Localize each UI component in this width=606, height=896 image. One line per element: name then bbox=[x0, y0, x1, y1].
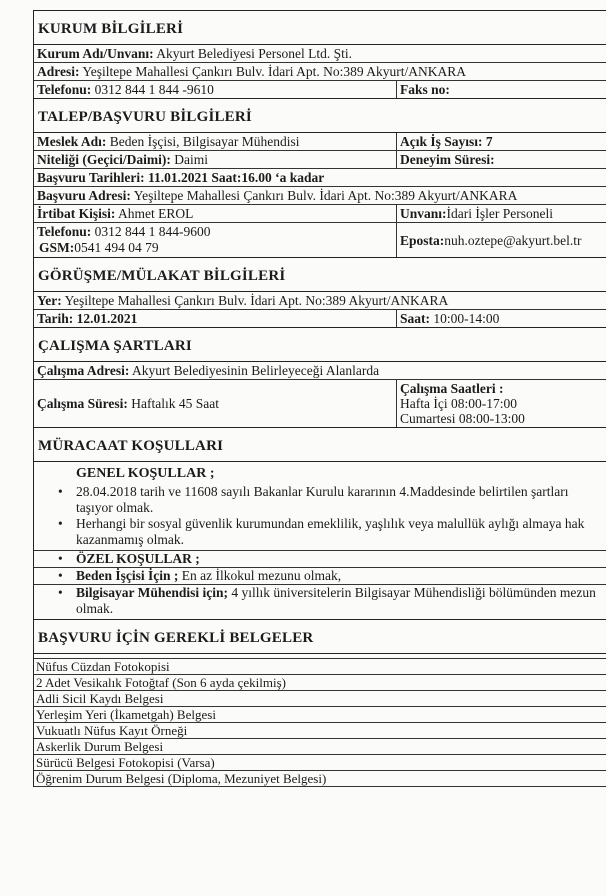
row-irtibat bbox=[34, 205, 606, 223]
row-gorusme-tarih bbox=[34, 310, 606, 327]
list-item bbox=[34, 568, 606, 585]
bullet-icon: • bbox=[58, 484, 63, 499]
belge-item: 2 Adet Vesikalık Fotoğtaf (Son 6 ayda çekilmiş) bbox=[34, 675, 606, 691]
list-item bbox=[34, 516, 606, 548]
row-basvuru-tarih bbox=[34, 169, 606, 187]
genel-item-2: Herhangi bir sosyal güvenlik kurumundan emeklilik, yaşlılık veya malullük aylığı almaya hak kazanmamış olmak. bbox=[76, 516, 585, 547]
section-muracaat bbox=[34, 428, 606, 620]
application-form bbox=[33, 10, 606, 787]
label-acik-is: Açık İş Sayısı: 7 bbox=[400, 134, 493, 149]
belge-item: Öğrenim Durum Belgesi (Diploma, Mezuniyet Belgesi) bbox=[34, 771, 606, 787]
value-hafta-ici: Hafta İçi 08:00-17:00 bbox=[400, 396, 517, 411]
value-meslek: Beden İşçisi, Bilgisayar Mühendisi bbox=[106, 134, 300, 149]
section-kurum bbox=[34, 10, 606, 99]
label-faks: Faks no: bbox=[400, 82, 450, 97]
row-nitelik bbox=[34, 151, 606, 169]
label-eposta: Eposta: bbox=[400, 232, 445, 248]
value-calisma-adres: Akyurt Belediyesinin Belirleyeceği Alanlarda bbox=[129, 363, 380, 378]
label-irtibat: İrtibat Kişisi: bbox=[37, 206, 116, 221]
label-deneyim: Deneyim Süresi: bbox=[400, 152, 495, 167]
list-item bbox=[34, 550, 606, 568]
value-kurum-telefon: 0312 844 1 844 -9610 bbox=[91, 82, 214, 97]
bullet-icon: • bbox=[58, 551, 63, 566]
section-title-belgeler: BAŞVURU İÇİN GEREKLİ BELGELER bbox=[34, 620, 606, 654]
value-calisma-sure: Haftalık 45 Saat bbox=[127, 396, 219, 411]
value-eposta: nuh.oztepe@akyurt.bel.tr bbox=[444, 232, 582, 248]
value-basvuru-adres: Yeşiltepe Mahallesi Çankırı Bulv. İdari Apt. No:389 Akyurt/ANKARA bbox=[130, 188, 518, 203]
section-calisma bbox=[34, 328, 606, 428]
label-gsm: GSM: bbox=[39, 240, 75, 255]
label-kurum-adi: Kurum Adı/Unvanı: bbox=[37, 46, 154, 61]
value-yer: Yeşiltepe Mahallesi Çankırı Bulv. İdari Apt. No:389 Akyurt/ANKARA bbox=[61, 293, 449, 308]
row-kurum-adi bbox=[34, 45, 606, 63]
label-meslek: Meslek Adı: bbox=[37, 134, 107, 149]
row-basvuru-adres bbox=[34, 187, 606, 205]
row-kurum-adres bbox=[34, 63, 606, 81]
value-beden: En az İlkokul mezunu olmak, bbox=[178, 568, 342, 583]
row-yer bbox=[34, 292, 606, 310]
label-unvan: Unvanı: bbox=[400, 206, 447, 221]
value-talep-telefon: 0312 844 1 844-9600 bbox=[91, 224, 211, 239]
value-bilgisayar: 4 yıllık üniversitelerin Bilgisayar Mühendisliği bölümünden mezun olmak. bbox=[76, 585, 596, 616]
value-saat: 10:00-14:00 bbox=[430, 311, 500, 326]
bullet-icon: • bbox=[58, 568, 63, 583]
belge-item: Adli Sicil Kaydı Belgesi bbox=[34, 691, 606, 707]
belge-item: Askerlik Durum Belgesi bbox=[34, 739, 606, 755]
section-belgeler bbox=[34, 620, 606, 787]
label-kurum-adres: Adresi: bbox=[37, 64, 80, 79]
label-kurum-telefon: Telefonu: bbox=[37, 82, 92, 97]
basvuru-tarih-text: Başvuru Tarihleri: 11.01.2021 Saat:16.00 ‘a kadar bbox=[37, 170, 325, 185]
row-calisma-adres bbox=[34, 362, 606, 380]
label-calisma-sure: Çalışma Süresi: bbox=[37, 396, 128, 411]
value-nitelik: Daimi bbox=[170, 152, 208, 167]
row-kurum-telefon bbox=[34, 81, 606, 98]
section-gorusme bbox=[34, 258, 606, 328]
row-calisma-sure bbox=[34, 380, 606, 427]
genel-kosullar-title: GENEL KOŞULLAR ; bbox=[76, 466, 215, 481]
value-kurum-adi: Akyurt Belediyesi Personel Ltd. Şti. bbox=[153, 46, 353, 61]
gorusme-tarih-text: Tarih: 12.01.2021 bbox=[37, 311, 138, 326]
value-gsm: 0541 494 04 79 bbox=[74, 240, 159, 255]
section-title-gorusme: GÖRÜŞME/MÜLAKAT BİLGİLERİ bbox=[34, 258, 606, 292]
list-item bbox=[34, 484, 606, 516]
bullet-icon: • bbox=[58, 516, 63, 531]
value-cumartesi: Cumartesi 08:00-13:00 bbox=[400, 411, 525, 426]
label-beden: Beden İşçisi İçin ; bbox=[76, 568, 179, 583]
value-unvan: İdari İşler Personeli bbox=[446, 206, 553, 221]
belge-item: Sürücü Belgesi Fotokopisi (Varsa) bbox=[34, 755, 606, 771]
belge-item: Nüfus Cüzdan Fotokopisi bbox=[34, 658, 606, 675]
section-title-muracaat: MÜRACAAT KOŞULLARI bbox=[34, 428, 606, 462]
muracaat-list bbox=[34, 462, 606, 619]
ozel-kosullar-title: ÖZEL KOŞULLAR ; bbox=[76, 551, 200, 566]
genel-item-1: 28.04.2018 tarih ve 11608 sayılı Bakanlar Kurulu kararının 4.Maddesinde belirtilen şartları taşıyor olmak. bbox=[76, 484, 569, 515]
label-nitelik: Niteliği (Geçici/Daimi): bbox=[37, 152, 171, 167]
label-basvuru-adres: Başvuru Adresi: bbox=[37, 188, 131, 203]
belge-item: Yerleşim Yeri (İkametgah) Belgesi bbox=[34, 707, 606, 723]
label-calisma-adres: Çalışma Adresi: bbox=[37, 363, 130, 378]
row-iletisim bbox=[34, 223, 606, 257]
label-bilgisayar: Bilgisayar Mühendisi için; bbox=[76, 585, 229, 600]
label-calisma-saatleri: Çalışma Saatleri : bbox=[400, 381, 504, 396]
label-saat: Saat: bbox=[400, 311, 430, 326]
value-irtibat: Ahmet EROL bbox=[115, 206, 194, 221]
section-title-kurum: KURUM BİLGİLERİ bbox=[34, 11, 606, 45]
value-kurum-adres: Yeşiltepe Mahallesi Çankırı Bulv. İdari Apt. No:389 Akyurt/ANKARA bbox=[79, 64, 466, 79]
section-talep bbox=[34, 99, 606, 258]
label-yer: Yer: bbox=[37, 293, 62, 308]
list-item bbox=[34, 585, 606, 617]
label-talep-telefon: Telefonu: bbox=[37, 224, 92, 239]
section-title-talep: TALEP/BAŞVURU BİLGİLERİ bbox=[34, 99, 606, 133]
bullet-icon: • bbox=[58, 585, 63, 600]
section-title-calisma: ÇALIŞMA ŞARTLARI bbox=[34, 328, 606, 362]
belge-item: Vukuatlı Nüfus Kayıt Örneği bbox=[34, 723, 606, 739]
row-meslek bbox=[34, 133, 606, 151]
